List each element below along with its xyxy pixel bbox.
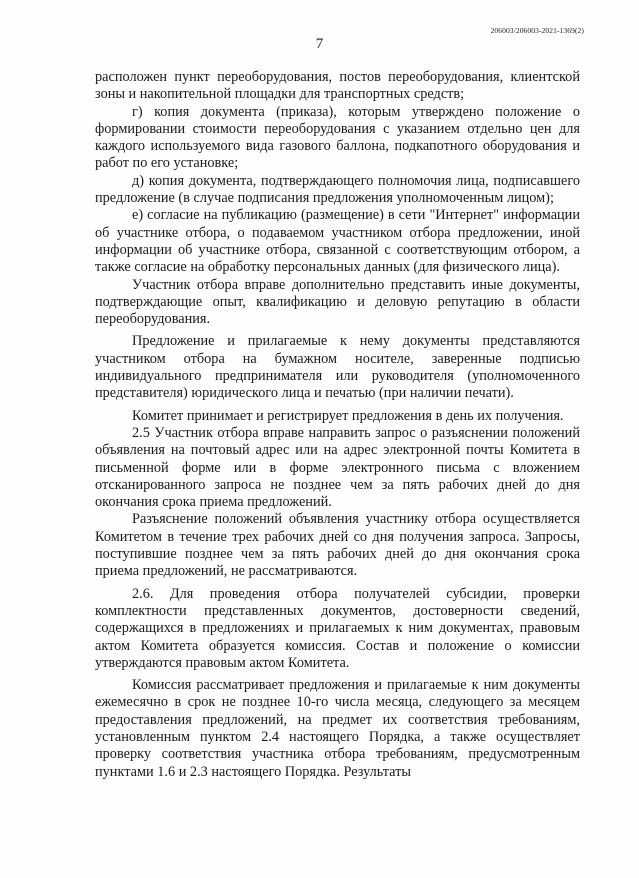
paragraph-continuation: расположен пункт переоборудования, постов переоборудования, клиентской зоны и накопительной площадки для транспортных средств; — [95, 69, 580, 103]
paragraph-item-g: г) копия документа (приказа), которым утверждено положение о формировании стоимости переоборудования с указанием отдельно цен для каждого используемого вида газового баллона, подкапотного оборудования и работ по его установке; — [95, 103, 580, 172]
paragraph-section-2-5: 2.5 Участник отбора вправе направить запрос о разъяснении положений объявления на почтовый адрес или на адрес электронной почты Комитета в письменной форме или в форме электронного письма с вложением отсканированного запроса не позднее чем за пять рабочих дней до дня окончания срока приема предложений. — [95, 424, 580, 511]
paragraph-clarification: Разъяснение положений объявления участнику отбора осуществляется Комитетом в течение трех рабочих дней со дня получения запроса. Запросы, поступившие позднее чем за пять рабочих дней до дня окончания срока приема предложений, не рассматриваются. — [95, 511, 580, 580]
paragraph-submission-format: Предложение и прилагаемые к нему документы представляются участником отбора на бумажном носителе, заверенные подписью индивидуального предпринимателя или руководителя (уполномоченного представителя) юридического лица и печатью (при наличии печати). — [95, 333, 580, 402]
page-number: 7 — [315, 36, 324, 52]
paragraph-additional-documents: Участник отбора вправе дополнительно представить иные документы, подтверждающие опыт, квалификацию и деловую репутацию в области переоборудования. — [95, 276, 580, 328]
document-body — [95, 69, 580, 781]
paragraph-item-d: д) копия документа, подтверждающего полномочия лица, подписавшего предложение (в случае подписания предложения уполномоченным лицом); — [95, 172, 580, 207]
document-id: 206003/206003-2021-1369(2) — [490, 26, 584, 35]
paragraph-section-2-6: 2.6. Для проведения отбора получателей субсидии, проверки комплектности представленных документов, достоверности сведений, содержащихся в предложениях и прилагаемых к ним документах, правовым актом Комитета образуется комиссия. Состав и положение о комиссии утверждаются правовым актом Комитета. — [95, 585, 580, 671]
paragraph-commission-review: Комиссия рассматривает предложения и прилагаемые к ним документы ежемесячно в срок не позднее 10-го числа месяца, следующего за месяцем предоставления предложений, на предмет их соответствия требованиям, установленным пунктом 2.4 настоящего Порядка, а также осуществляет проверку соответствия участника отбора требованиям, предусмотренным пунктами 1.6 и 2.3 настоящего Порядка. Результаты — [95, 677, 580, 780]
paragraph-registration: Комитет принимает и регистрирует предложения в день их получения. — [132, 407, 564, 424]
paragraph-item-e: е) согласие на публикацию (размещение) в сети "Интернет" информации об участнике отбора, о подаваемом участником отбора предложении, иной информации об участнике отбора, связанной с соответствующим отбором, а также согласие на обработку персональных данных (для физического лица). — [95, 207, 580, 276]
